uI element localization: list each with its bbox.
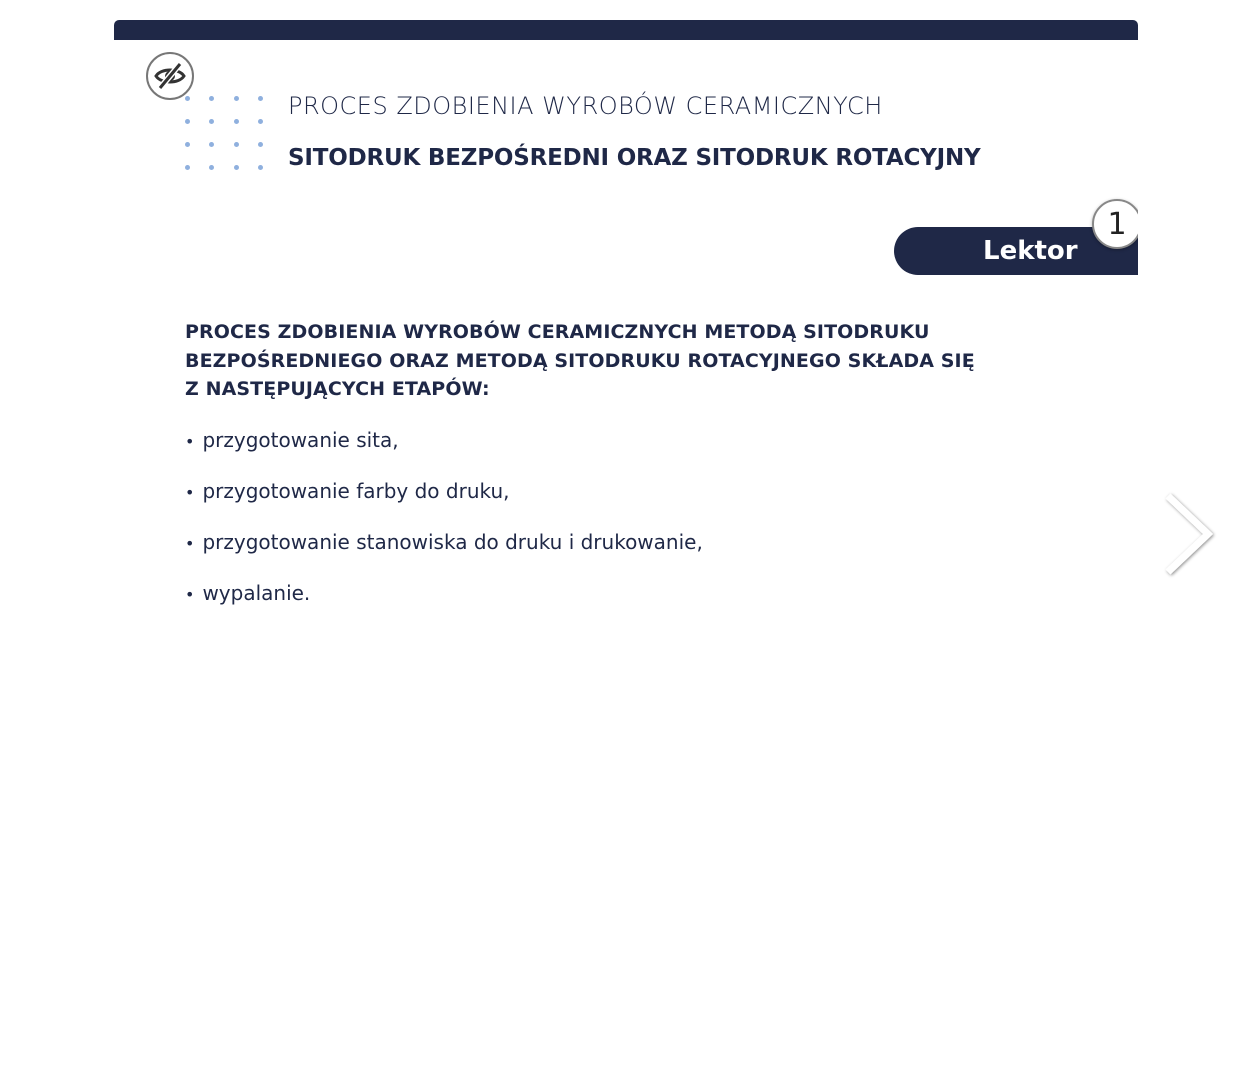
eye-slash-icon — [153, 61, 187, 91]
lead-paragraph: PROCES ZDOBIENIA WYROBÓW CERAMICZNYCH METODĄ SITODRUKU BEZPOŚREDNIEGO ORAZ METODĄ SITODRUKU ROTACYJNEGO SKŁADA SIĘ Z NASTĘPUJĄCYCH ETAPÓW: — [185, 321, 975, 400]
lektor-label: Lektor — [983, 236, 1078, 266]
hide-content-button[interactable] — [146, 52, 194, 100]
decorative-dot-grid — [185, 96, 265, 172]
next-slide-button[interactable] — [1160, 490, 1220, 580]
steps-list — [185, 428, 703, 632]
top-bar — [114, 20, 1138, 40]
list-item: • przygotowanie sita, — [185, 428, 703, 454]
chevron-right-icon — [1160, 490, 1220, 580]
lektor-badge: 1 — [1092, 199, 1138, 249]
page-title: SITODRUK BEZPOŚREDNI ORAZ SITODRUK ROTACYJNY — [288, 145, 981, 171]
section-kicker: PROCES ZDOBIENIA WYROBÓW CERAMICZNYCH — [288, 92, 883, 120]
list-item: • przygotowanie stanowiska do druku i drukowanie, — [185, 530, 703, 556]
slide — [114, 40, 1138, 1040]
list-item: • przygotowanie farby do druku, — [185, 479, 703, 505]
list-item: • wypalanie. — [185, 581, 703, 607]
